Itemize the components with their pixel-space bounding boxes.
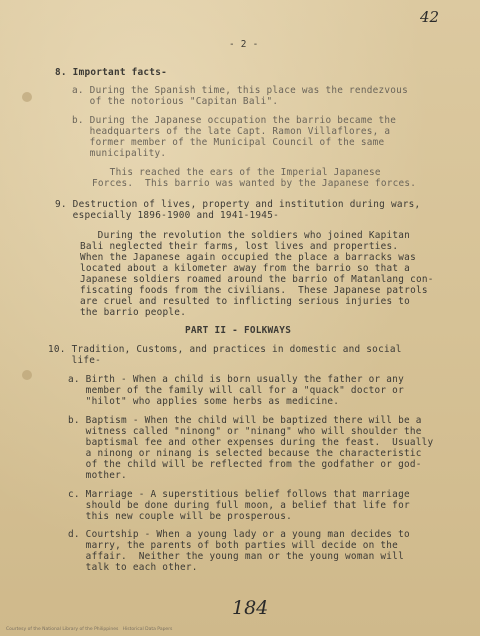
section-9-paragraph-line: located about a kilometer away from the barrio so that a (80, 263, 411, 274)
binding-hole (22, 370, 32, 380)
section-9-paragraph-line: are cruel and resulted to inflicting serious injuries to (80, 296, 411, 307)
section-10-c-line: this new couple will be prosperous. (68, 511, 292, 522)
section-8-a-line: of the notorious "Capitan Bali". (72, 96, 279, 107)
section-9-paragraph-line: Bali neglected their farms, lost lives and properties. (80, 241, 399, 252)
section-10-d-line: affair. Neither the young man or the young woman will (68, 551, 404, 562)
section-10-c-line: c. Marriage - A superstitious belief follows that marriage (68, 489, 410, 500)
section-8-paragraph-line: Forces. This barrio was wanted by the Japanese forces. (92, 178, 417, 189)
section-10-a-line: "hilot" who applies some herbs as medicine. (68, 396, 340, 407)
section-10-d-line: marry, the parents of both parties will decide on the (68, 540, 399, 551)
section-9-title-line: especially 1896-1900 and 1941-1945- (55, 210, 279, 221)
section-10-a-line: a. Birth - When a child is born usually the father or any (68, 374, 404, 385)
section-9-paragraph-line: fiscating foods from the civilians. These Japanese patrols (80, 285, 428, 296)
section-10-a-line: member of the family will call for a "quack" doctor or (68, 385, 404, 396)
section-8-a-line: a. During the Spanish time, this place was the rendezvous (72, 85, 408, 96)
section-10-b-line: mother. (68, 470, 127, 481)
section-8-title: 8. Important facts- (55, 67, 167, 78)
section-8-b-line: b. During the Japanese occupation the barrio became the (72, 115, 397, 126)
section-10-c-line: should be done during full moon, a belief that life for (68, 500, 410, 511)
section-10-b-line: baptismal fee and other expenses during the feast. Usually (68, 437, 434, 448)
section-10-b-line: witness called "ninong" or "ninang" who will shoulder the (68, 426, 422, 437)
section-10-title-line: life- (48, 355, 102, 366)
corner-handwritten-mark: 42 (420, 8, 440, 26)
binding-hole (22, 92, 32, 102)
part-2-heading: PART II - FOLKWAYS (185, 325, 292, 336)
section-8-b-line: headquarters of the late Capt. Ramon Villaflores, a (72, 126, 391, 137)
section-9-paragraph-line: When the Japanese again occupied the place a barracks was (80, 252, 416, 263)
section-9-paragraph-line: During the revolution the soldiers who joined Kapitan (80, 230, 411, 241)
section-8-b-line: former member of the Municipal Council of the same (72, 137, 385, 148)
archive-note: Courtesy of the National Library of the Philippines Historical Data Papers (6, 627, 173, 632)
section-10-b-line: a ninong or ninang is selected because the characteristic (68, 448, 422, 459)
section-9-paragraph-line: Japanese soldiers roamed around the barrio of Matanlang con- (80, 274, 434, 285)
section-8-b-line: municipality. (72, 148, 167, 159)
section-10-b-line: b. Baptism - When the child will be baptized there will be a (68, 415, 422, 426)
handwritten-page-number: 184 (232, 597, 269, 619)
page-number: - 2 - (229, 39, 259, 50)
section-9-paragraph-line: the barrio people. (80, 307, 187, 318)
section-8-paragraph-line: This reached the ears of the Imperial Japanese (92, 167, 381, 178)
section-10-title-line: 10. Tradition, Customs, and practices in domestic and social (48, 344, 402, 355)
section-9-title-line: 9. Destruction of lives, property and institution during wars, (55, 199, 421, 210)
section-10-b-line: of the child will be reflected from the godfather or god- (68, 459, 422, 470)
section-10-d-line: d. Courtship - When a young lady or a young man decides to (68, 529, 410, 540)
section-10-d-line: talk to each other. (68, 562, 198, 573)
